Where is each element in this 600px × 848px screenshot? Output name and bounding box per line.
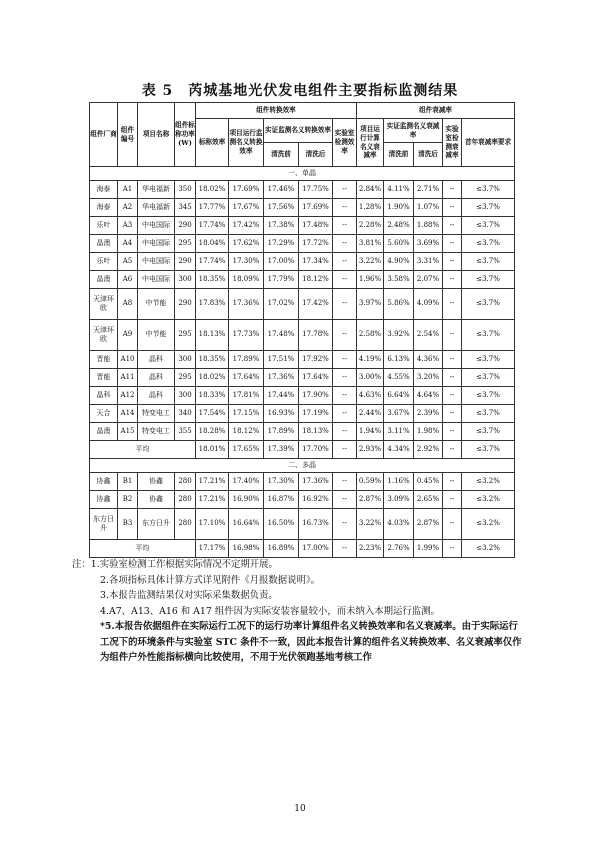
avg-pdeg: 2.93% bbox=[357, 441, 384, 459]
cell-proj: 17.67% bbox=[229, 199, 264, 217]
cell-lab: -- bbox=[333, 351, 357, 369]
cell-b2: 4.11% bbox=[384, 181, 414, 199]
avg-ldeg: -- bbox=[443, 441, 462, 459]
table-header bbox=[90, 103, 515, 167]
cell-after: 17.90% bbox=[299, 387, 333, 405]
table-row bbox=[90, 491, 515, 509]
col-verify-eff: 实证监测名义转换效率 bbox=[264, 119, 333, 143]
col-proj-deg: 项目运行计算名义衰减率 bbox=[357, 119, 384, 167]
cell-code: A15 bbox=[118, 423, 138, 441]
avg-after: 17.70% bbox=[299, 441, 333, 459]
cell-maker: 天合 bbox=[90, 405, 118, 423]
cell-before: 17.00% bbox=[264, 253, 299, 271]
table-row bbox=[90, 369, 515, 387]
cell-code: B2 bbox=[118, 491, 138, 509]
avg-proj: 16.98% bbox=[229, 540, 264, 558]
cell-before: 17.36% bbox=[264, 369, 299, 387]
cell-b2: 6.64% bbox=[384, 387, 414, 405]
cell-a2: 2.65% bbox=[414, 491, 443, 509]
cell-proj: 16.64% bbox=[229, 509, 264, 540]
cell-pdeg: 2.58% bbox=[357, 320, 384, 351]
cell-nom: 18.28% bbox=[196, 423, 229, 441]
cell-maker: 乐叶 bbox=[90, 253, 118, 271]
avg-proj: 17.65% bbox=[229, 441, 264, 459]
cell-after: 17.42% bbox=[299, 289, 333, 320]
cell-proj: 17.15% bbox=[229, 405, 264, 423]
avg-nom: 18.01% bbox=[196, 441, 229, 459]
cell-lab: -- bbox=[333, 181, 357, 199]
cell-b2: 3.92% bbox=[384, 320, 414, 351]
col-name: 项目名称 bbox=[138, 103, 175, 167]
average-label: 平均 bbox=[90, 441, 196, 459]
table-row bbox=[90, 509, 515, 540]
note-3: 3.本报告监测结果仅对实际采集数据负责。 bbox=[100, 590, 278, 601]
cell-power: 295 bbox=[175, 235, 196, 253]
avg-before: 17.39% bbox=[264, 441, 299, 459]
avg-b2: 2.76% bbox=[384, 540, 414, 558]
cell-ldeg: -- bbox=[443, 199, 462, 217]
cell-ldeg: -- bbox=[443, 181, 462, 199]
cell-ldeg: -- bbox=[443, 217, 462, 235]
cell-after: 18.12% bbox=[299, 271, 333, 289]
cell-req: ≤3.7% bbox=[462, 235, 515, 253]
col-lab-eff: 实验室检测效率 bbox=[333, 119, 357, 167]
cell-nom: 17.77% bbox=[196, 199, 229, 217]
cell-lab: -- bbox=[333, 271, 357, 289]
table-row bbox=[90, 387, 515, 405]
cell-nom: 18.35% bbox=[196, 351, 229, 369]
cell-power: 355 bbox=[175, 423, 196, 441]
cell-req: ≤3.2% bbox=[462, 491, 515, 509]
cell-nom: 18.35% bbox=[196, 271, 229, 289]
cell-pdeg: 3.22% bbox=[357, 253, 384, 271]
cell-ldeg: -- bbox=[443, 423, 462, 441]
cell-b2: 5.60% bbox=[384, 235, 414, 253]
cell-b2: 4.03% bbox=[384, 509, 414, 540]
cell-before: 17.38% bbox=[264, 217, 299, 235]
table-row bbox=[90, 253, 515, 271]
cell-pdeg: 3.81% bbox=[357, 235, 384, 253]
cell-req: ≤3.2% bbox=[462, 473, 515, 491]
cell-proj: 17.73% bbox=[229, 320, 264, 351]
cell-before: 16.87% bbox=[264, 491, 299, 509]
col-nominal-eff: 标称效率 bbox=[196, 119, 229, 167]
cell-after: 17.92% bbox=[299, 351, 333, 369]
cell-req: ≤3.2% bbox=[462, 509, 515, 540]
col-before-deg: 清洗前 bbox=[384, 143, 414, 167]
cell-after: 17.19% bbox=[299, 405, 333, 423]
cell-ldeg: -- bbox=[443, 235, 462, 253]
note-5: *5.本报告依据组件在实际运行工况下的运行功率计算组件名义转换效率和名义衰减率。由于实际运行工况下的环境条件与实验室 STC 条件不一致，因此本报告计算的组件名义转换效率、名义衰减率仅作为组件户外性能指标横向比较使用，不用于光伏领跑基地考核工作 bbox=[100, 621, 522, 663]
cell-proj: 17.89% bbox=[229, 351, 264, 369]
cell-pdeg: 2.84% bbox=[357, 181, 384, 199]
cell-maker: 天津环欧 bbox=[90, 320, 118, 351]
cell-lab: -- bbox=[333, 320, 357, 351]
cell-maker: 乐叶 bbox=[90, 217, 118, 235]
cell-proj: 16.90% bbox=[229, 491, 264, 509]
cell-pdeg: 3.00% bbox=[357, 369, 384, 387]
table-row bbox=[90, 473, 515, 491]
avg-req: ≤3.2% bbox=[462, 540, 515, 558]
cell-pdeg: 1.94% bbox=[357, 423, 384, 441]
table-row bbox=[90, 217, 515, 235]
cell-ldeg: -- bbox=[443, 253, 462, 271]
col-verify-deg: 实证监测名义衰减率 bbox=[384, 119, 443, 143]
cell-b2: 6.13% bbox=[384, 351, 414, 369]
cell-proj: 17.62% bbox=[229, 235, 264, 253]
table-row bbox=[90, 320, 515, 351]
table-row bbox=[90, 423, 515, 441]
cell-pdeg: 4.63% bbox=[357, 387, 384, 405]
cell-before: 17.44% bbox=[264, 387, 299, 405]
avg-pdeg: 2.23% bbox=[357, 540, 384, 558]
cell-after: 17.36% bbox=[299, 473, 333, 491]
cell-code: A6 bbox=[118, 271, 138, 289]
cell-after: 16.73% bbox=[299, 509, 333, 540]
cell-b2: 4.90% bbox=[384, 253, 414, 271]
cell-b2: 3.09% bbox=[384, 491, 414, 509]
cell-lab: -- bbox=[333, 199, 357, 217]
avg-lab: -- bbox=[333, 441, 357, 459]
cell-a2: 2.71% bbox=[414, 181, 443, 199]
cell-code: B1 bbox=[118, 473, 138, 491]
note-4: 4.A7、A13、A16 和 A17 组件因为实际安装容量较小，而未纳入本期运行监测。 bbox=[100, 605, 440, 617]
cell-a2: 4.36% bbox=[414, 351, 443, 369]
cell-lab: -- bbox=[333, 289, 357, 320]
table-row bbox=[90, 289, 515, 320]
cell-proj: 17.81% bbox=[229, 387, 264, 405]
cell-proj: 17.42% bbox=[229, 217, 264, 235]
cell-name: 特变电工 bbox=[138, 405, 175, 423]
cell-nom: 17.10% bbox=[196, 509, 229, 540]
avg-req: ≤3.7% bbox=[462, 441, 515, 459]
cell-proj: 17.40% bbox=[229, 473, 264, 491]
cell-nom: 18.33% bbox=[196, 387, 229, 405]
cell-pdeg: 3.22% bbox=[357, 509, 384, 540]
cell-a2: 2.87% bbox=[414, 509, 443, 540]
cell-pdeg: 2.28% bbox=[357, 217, 384, 235]
cell-before: 17.89% bbox=[264, 423, 299, 441]
cell-ldeg: -- bbox=[443, 509, 462, 540]
cell-lab: -- bbox=[333, 369, 357, 387]
cell-before: 17.29% bbox=[264, 235, 299, 253]
cell-req: ≤3.7% bbox=[462, 271, 515, 289]
cell-lab: -- bbox=[333, 235, 357, 253]
cell-nom: 17.74% bbox=[196, 217, 229, 235]
note-1: 注：1.实验室检测工作根据实际情况不定期开展。 bbox=[72, 559, 278, 570]
cell-a2: 3.31% bbox=[414, 253, 443, 271]
cell-nom: 18.02% bbox=[196, 369, 229, 387]
cell-maker: 晶科 bbox=[90, 387, 118, 405]
cell-power: 295 bbox=[175, 320, 196, 351]
cell-pdeg: 1.28% bbox=[357, 199, 384, 217]
cell-name: 中节能 bbox=[138, 289, 175, 320]
average-row bbox=[90, 441, 515, 459]
avg-nom: 17.17% bbox=[196, 540, 229, 558]
cell-name: 中电国际 bbox=[138, 217, 175, 235]
cell-maker: 晋能 bbox=[90, 351, 118, 369]
cell-maker: 晋能 bbox=[90, 369, 118, 387]
cell-name: 中节能 bbox=[138, 320, 175, 351]
table-row bbox=[90, 199, 515, 217]
cell-ldeg: -- bbox=[443, 271, 462, 289]
cell-req: ≤3.7% bbox=[462, 320, 515, 351]
cell-name: 晶科 bbox=[138, 351, 175, 369]
avg-ldeg: -- bbox=[443, 540, 462, 558]
cell-pdeg: 4.19% bbox=[357, 351, 384, 369]
cell-after: 16.92% bbox=[299, 491, 333, 509]
cell-after: 17.34% bbox=[299, 253, 333, 271]
cell-name: 中电国际 bbox=[138, 271, 175, 289]
cell-name: 中电国际 bbox=[138, 235, 175, 253]
cell-nom: 17.21% bbox=[196, 491, 229, 509]
cell-req: ≤3.7% bbox=[462, 405, 515, 423]
cell-power: 300 bbox=[175, 351, 196, 369]
cell-name: 协鑫 bbox=[138, 473, 175, 491]
cell-name: 华电福新 bbox=[138, 181, 175, 199]
cell-code: A8 bbox=[118, 289, 138, 320]
cell-lab: -- bbox=[333, 509, 357, 540]
cell-req: ≤3.7% bbox=[462, 351, 515, 369]
cell-after: 18.13% bbox=[299, 423, 333, 441]
cell-before: 17.56% bbox=[264, 199, 299, 217]
cell-nom: 17.83% bbox=[196, 289, 229, 320]
cell-req: ≤3.7% bbox=[462, 217, 515, 235]
cell-power: 280 bbox=[175, 491, 196, 509]
avg-after: 17.00% bbox=[299, 540, 333, 558]
cell-ldeg: -- bbox=[443, 320, 462, 351]
cell-name: 中电国际 bbox=[138, 253, 175, 271]
cell-code: A5 bbox=[118, 253, 138, 271]
cell-name: 华电福新 bbox=[138, 199, 175, 217]
cell-before: 17.48% bbox=[264, 320, 299, 351]
cell-b2: 3.67% bbox=[384, 405, 414, 423]
average-row bbox=[90, 540, 515, 558]
col-proj-nom-eff: 项目运行监测名义转换效率 bbox=[229, 119, 264, 167]
cell-after: 17.75% bbox=[299, 181, 333, 199]
cell-before: 17.30% bbox=[264, 473, 299, 491]
cell-maker: 晶澳 bbox=[90, 271, 118, 289]
cell-before: 16.93% bbox=[264, 405, 299, 423]
cell-name: 晶科 bbox=[138, 387, 175, 405]
cell-code: A12 bbox=[118, 387, 138, 405]
table-row bbox=[90, 235, 515, 253]
avg-a2: 1.99% bbox=[414, 540, 443, 558]
cell-a2: 2.39% bbox=[414, 405, 443, 423]
cell-name: 特变电工 bbox=[138, 423, 175, 441]
cell-after: 17.48% bbox=[299, 217, 333, 235]
col-deg-group: 组件衰减率 bbox=[357, 103, 515, 119]
section-row bbox=[90, 167, 515, 181]
cell-maker: 东方日升 bbox=[90, 509, 118, 540]
cell-nom: 17.74% bbox=[196, 253, 229, 271]
cell-power: 340 bbox=[175, 405, 196, 423]
col-first-year: 首年衰减率要求 bbox=[462, 119, 515, 167]
col-maker: 组件厂商 bbox=[90, 103, 118, 167]
cell-after: 17.78% bbox=[299, 320, 333, 351]
cell-lab: -- bbox=[333, 423, 357, 441]
col-lab-deg: 实验室检测衰减率 bbox=[443, 119, 462, 167]
cell-before: 17.79% bbox=[264, 271, 299, 289]
avg-b2: 4.34% bbox=[384, 441, 414, 459]
col-power: 组件标称功率(W) bbox=[175, 103, 196, 167]
col-after: 清洗后 bbox=[299, 143, 333, 167]
cell-ldeg: -- bbox=[443, 289, 462, 320]
avg-before: 16.89% bbox=[264, 540, 299, 558]
cell-after: 17.69% bbox=[299, 199, 333, 217]
cell-req: ≤3.7% bbox=[462, 253, 515, 271]
cell-req: ≤3.7% bbox=[462, 199, 515, 217]
cell-ldeg: -- bbox=[443, 473, 462, 491]
cell-code: A4 bbox=[118, 235, 138, 253]
cell-maker: 海泰 bbox=[90, 181, 118, 199]
cell-power: 290 bbox=[175, 253, 196, 271]
section-row bbox=[90, 459, 515, 473]
cell-a2: 3.20% bbox=[414, 369, 443, 387]
cell-proj: 17.30% bbox=[229, 253, 264, 271]
cell-name: 东方日升 bbox=[138, 509, 175, 540]
cell-maker: 协鑫 bbox=[90, 491, 118, 509]
cell-maker: 晶澳 bbox=[90, 235, 118, 253]
table-title: 表 5 芮城基地光伏发电组件主要指标监测结果 bbox=[141, 83, 459, 99]
table-body bbox=[90, 167, 515, 558]
cell-a2: 2.54% bbox=[414, 320, 443, 351]
cell-nom: 18.04% bbox=[196, 235, 229, 253]
cell-code: A2 bbox=[118, 199, 138, 217]
cell-before: 17.51% bbox=[264, 351, 299, 369]
cell-req: ≤3.7% bbox=[462, 423, 515, 441]
cell-req: ≤3.7% bbox=[462, 289, 515, 320]
cell-b2: 4.55% bbox=[384, 369, 414, 387]
cell-pdeg: 2.44% bbox=[357, 405, 384, 423]
cell-b2: 2.48% bbox=[384, 217, 414, 235]
cell-name: 晶科 bbox=[138, 369, 175, 387]
table-row bbox=[90, 405, 515, 423]
cell-b2: 5.86% bbox=[384, 289, 414, 320]
cell-lab: -- bbox=[333, 405, 357, 423]
cell-power: 350 bbox=[175, 181, 196, 199]
cell-proj: 17.36% bbox=[229, 289, 264, 320]
cell-proj: 17.64% bbox=[229, 369, 264, 387]
cell-power: 280 bbox=[175, 473, 196, 491]
cell-nom: 17.21% bbox=[196, 473, 229, 491]
cell-a2: 4.09% bbox=[414, 289, 443, 320]
cell-b2: 3.11% bbox=[384, 423, 414, 441]
note-2: 2.各项指标具体计算方式详见附件《月报数据说明》。 bbox=[100, 574, 320, 586]
cell-before: 16.50% bbox=[264, 509, 299, 540]
cell-a2: 2.07% bbox=[414, 271, 443, 289]
cell-a2: 1.07% bbox=[414, 199, 443, 217]
cell-req: ≤3.7% bbox=[462, 387, 515, 405]
cell-code: A3 bbox=[118, 217, 138, 235]
cell-code: A1 bbox=[118, 181, 138, 199]
avg-lab: -- bbox=[333, 540, 357, 558]
cell-maker: 晶澳 bbox=[90, 423, 118, 441]
cell-ldeg: -- bbox=[443, 491, 462, 509]
cell-ldeg: -- bbox=[443, 387, 462, 405]
cell-b2: 1.90% bbox=[384, 199, 414, 217]
results-table bbox=[89, 102, 515, 558]
cell-proj: 18.09% bbox=[229, 271, 264, 289]
cell-nom: 18.13% bbox=[196, 320, 229, 351]
cell-power: 300 bbox=[175, 387, 196, 405]
cell-after: 17.64% bbox=[299, 369, 333, 387]
cell-ldeg: -- bbox=[443, 351, 462, 369]
cell-code: A9 bbox=[118, 320, 138, 351]
cell-ldeg: -- bbox=[443, 369, 462, 387]
cell-pdeg: 2.87% bbox=[357, 491, 384, 509]
cell-pdeg: 3.97% bbox=[357, 289, 384, 320]
page-number: 10 bbox=[294, 804, 306, 814]
cell-power: 290 bbox=[175, 217, 196, 235]
cell-lab: -- bbox=[333, 253, 357, 271]
section-label: 二、多晶 bbox=[90, 459, 515, 473]
average-label: 平均 bbox=[90, 540, 196, 558]
col-after-deg: 清洗后 bbox=[414, 143, 443, 167]
cell-b2: 3.58% bbox=[384, 271, 414, 289]
cell-proj: 18.12% bbox=[229, 423, 264, 441]
cell-maker: 协鑫 bbox=[90, 473, 118, 491]
cell-lab: -- bbox=[333, 473, 357, 491]
table-row bbox=[90, 181, 515, 199]
col-code: 组件编号 bbox=[118, 103, 138, 167]
cell-lab: -- bbox=[333, 491, 357, 509]
cell-req: ≤3.7% bbox=[462, 181, 515, 199]
cell-proj: 17.69% bbox=[229, 181, 264, 199]
cell-power: 300 bbox=[175, 271, 196, 289]
cell-a2: 1.98% bbox=[414, 423, 443, 441]
cell-maker: 天津环欧 bbox=[90, 289, 118, 320]
table-row bbox=[90, 351, 515, 369]
cell-after: 17.72% bbox=[299, 235, 333, 253]
cell-before: 17.46% bbox=[264, 181, 299, 199]
cell-maker: 海泰 bbox=[90, 199, 118, 217]
cell-a2: 1.88% bbox=[414, 217, 443, 235]
cell-code: B3 bbox=[118, 509, 138, 540]
notes bbox=[72, 557, 522, 666]
cell-name: 协鑫 bbox=[138, 491, 175, 509]
cell-req: ≤3.7% bbox=[462, 369, 515, 387]
col-eff-group: 组件转换效率 bbox=[196, 103, 357, 119]
avg-a2: 2.92% bbox=[414, 441, 443, 459]
table-row bbox=[90, 271, 515, 289]
cell-lab: -- bbox=[333, 387, 357, 405]
cell-nom: 17.54% bbox=[196, 405, 229, 423]
cell-code: A10 bbox=[118, 351, 138, 369]
cell-code: A14 bbox=[118, 405, 138, 423]
cell-power: 295 bbox=[175, 369, 196, 387]
cell-a2: 3.69% bbox=[414, 235, 443, 253]
section-label: 一、单晶 bbox=[90, 167, 515, 181]
cell-before: 17.02% bbox=[264, 289, 299, 320]
cell-power: 290 bbox=[175, 289, 196, 320]
col-before: 清洗前 bbox=[264, 143, 299, 167]
cell-ldeg: -- bbox=[443, 405, 462, 423]
cell-a2: 4.64% bbox=[414, 387, 443, 405]
cell-code: A11 bbox=[118, 369, 138, 387]
cell-lab: -- bbox=[333, 217, 357, 235]
cell-b2: 1.16% bbox=[384, 473, 414, 491]
cell-a2: 0.45% bbox=[414, 473, 443, 491]
cell-pdeg: 0.59% bbox=[357, 473, 384, 491]
cell-pdeg: 1.96% bbox=[357, 271, 384, 289]
cell-power: 345 bbox=[175, 199, 196, 217]
cell-power: 280 bbox=[175, 509, 196, 540]
cell-nom: 18.02% bbox=[196, 181, 229, 199]
